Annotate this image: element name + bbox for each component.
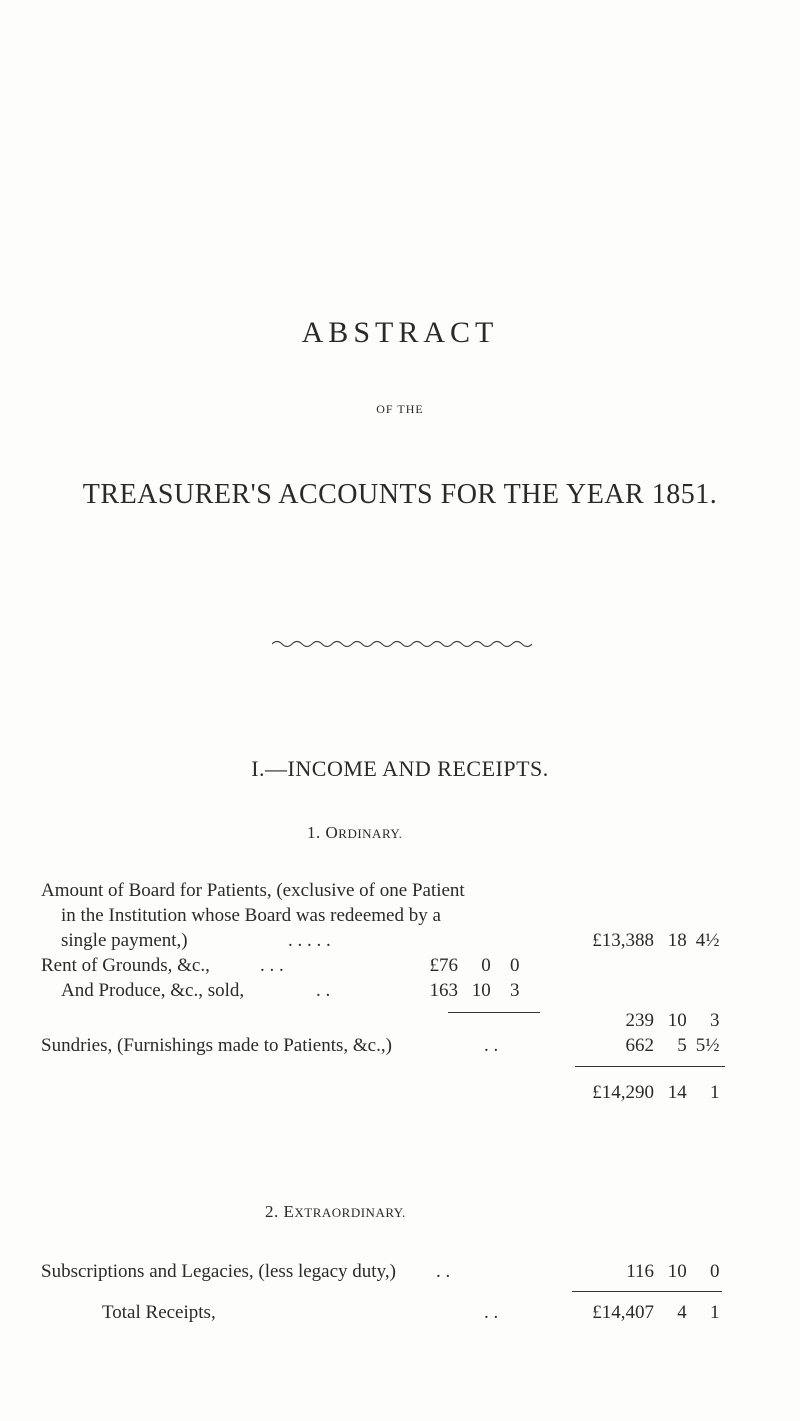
subscriptions-dots: . .: [436, 1261, 451, 1282]
produce-dots: . .: [316, 980, 331, 1001]
rent-produce-total: 239 10 3: [625, 1010, 720, 1031]
board-line-2: in the Institution whose Board was redeemed by a: [61, 905, 441, 926]
page-title: ABSTRACT: [301, 316, 499, 349]
subtotal-rule: [448, 1012, 540, 1013]
ordinary-total-rule: [575, 1066, 725, 1067]
board-dots: . . . . .: [288, 930, 331, 951]
section-heading: I.—INCOME AND RECEIPTS.: [251, 756, 549, 781]
subscriptions-label: Subscriptions and Legacies, (less legacy duty,): [41, 1261, 396, 1282]
subheading-extraordinary: 2. EXTRAORDINARY.: [265, 1202, 406, 1221]
board-line-1: Amount of Board for Patients, (exclusive of one Patient: [41, 880, 465, 901]
grand-total: £14,407 4 1: [592, 1302, 720, 1323]
board-amount: £13,388 18 4½: [592, 930, 720, 951]
sundries-amount: 662 5 5½: [625, 1035, 720, 1056]
rent-dots: . . .: [260, 955, 284, 976]
total-label: Total Receipts,: [102, 1302, 216, 1323]
document-subtitle: TREASURER'S ACCOUNTS FOR THE YEAR 1851.: [82, 479, 718, 510]
sundries-dots: . .: [484, 1035, 499, 1056]
rent-label: Rent of Grounds, &c.,: [41, 955, 210, 976]
board-line-3: single payment,): [61, 930, 188, 951]
produce-label: And Produce, &c., sold,: [61, 980, 245, 1001]
sundries-label: Sundries, (Furnishings made to Patients, &c.,): [41, 1035, 392, 1056]
subheading-ordinary: 1. ORDINARY.: [307, 823, 403, 842]
rent-amount: £76 0 0: [429, 955, 520, 976]
wavy-ornament: [272, 638, 532, 650]
subscriptions-amount: 116 10 0: [626, 1261, 720, 1282]
total-dots: . .: [484, 1302, 499, 1323]
produce-amount: 163 10 3: [429, 980, 520, 1001]
grand-total-rule: [572, 1291, 722, 1292]
ordinary-total: £14,290 14 1: [592, 1082, 720, 1103]
of-the-caption: OF THE: [376, 402, 424, 416]
